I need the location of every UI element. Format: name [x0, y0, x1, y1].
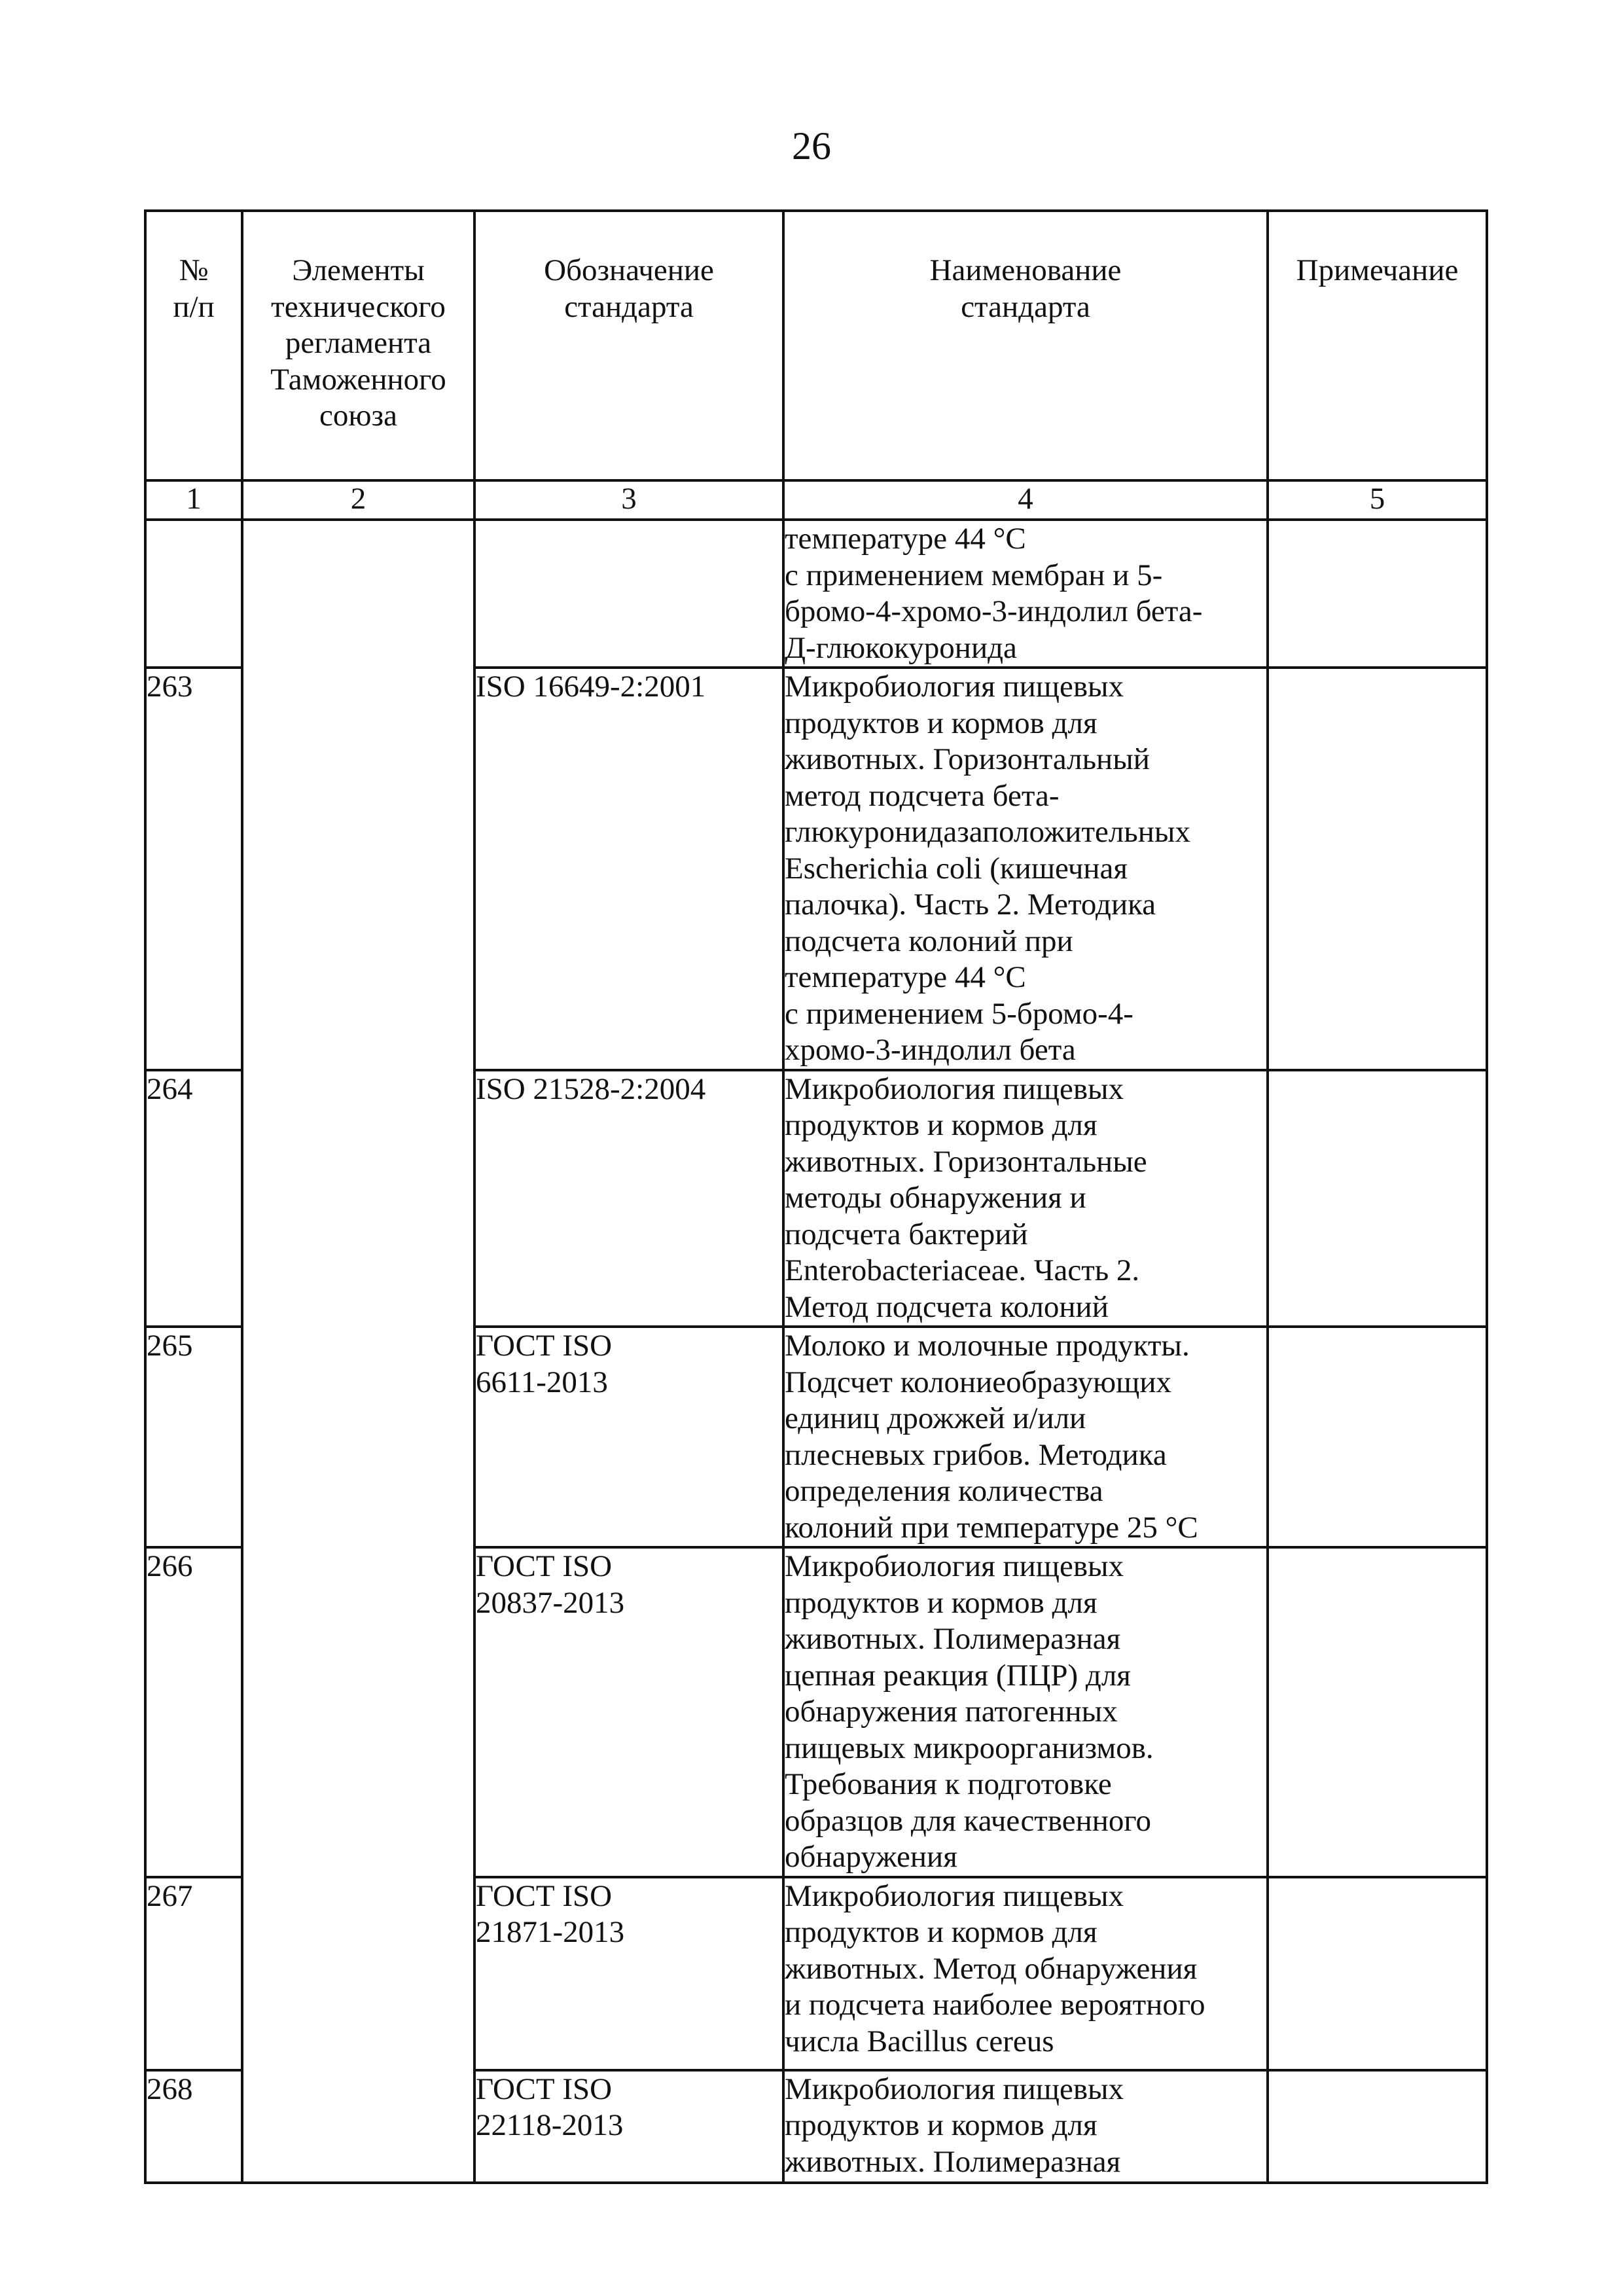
header-name: Наименование стандарта [783, 211, 1268, 480]
note-cell [1268, 1877, 1487, 2070]
standards-table [144, 209, 1488, 2184]
note-cell [1268, 1327, 1487, 1547]
row-number: 266 [145, 1547, 242, 1877]
standard-name: Микробиология пищевых продуктов и кормов для животных. Метод обнаружения и подсчета наиболее вероятного числа Bacillus cereus [783, 1877, 1268, 2070]
row-number: 267 [145, 1877, 242, 2070]
header-designation: Обозначение стандарта [474, 211, 783, 480]
header-note: Примечание [1268, 211, 1487, 480]
note-cell [1268, 1070, 1487, 1327]
standard-designation: ISO 16649-2:2001 [474, 668, 783, 1070]
row-number: 268 [145, 2070, 242, 2183]
row-number: 265 [145, 1327, 242, 1547]
note-cell [1268, 1547, 1487, 1877]
standard-name: Микробиология пищевых продуктов и кормов для животных. Горизонтальный метод подсчета бета- глюкуронидазаположительных Escherichia coli (кишечная палочка). Часть 2. Методика подсчета колоний при температуре 44 °С с применением 5-бромо-4- хромо-3-индолил бета [783, 668, 1268, 1070]
standard-name: Микробиология пищевых продуктов и кормов для животных. Полимеразная цепная реакция (ПЦР) для обнаружения патогенных пищевых микроорганизмов. Требования к подготовке образцов для качественного обнаружения [783, 1547, 1268, 1877]
row-number: 263 [145, 668, 242, 1070]
elements-cell [242, 520, 474, 2183]
column-number: 5 [1268, 480, 1487, 520]
column-number-row [145, 480, 1487, 520]
note-cell [1268, 2070, 1487, 2183]
standard-designation: ГОСТ ISO 20837-2013 [474, 1547, 783, 1877]
note-cell [1268, 668, 1487, 1070]
note-cell [1268, 520, 1487, 668]
standard-designation: ГОСТ ISO 22118-2013 [474, 2070, 783, 2183]
standard-designation: ISO 21528-2:2004 [474, 1070, 783, 1327]
column-number: 4 [783, 480, 1268, 520]
column-number: 2 [242, 480, 474, 520]
standard-name: Микробиология пищевых продуктов и кормов для животных. Полимеразная [783, 2070, 1268, 2183]
column-number: 1 [145, 480, 242, 520]
row-number: 264 [145, 1070, 242, 1327]
table-header-row [145, 211, 1487, 480]
standard-name: Микробиология пищевых продуктов и кормов для животных. Горизонтальные методы обнаружения и подсчета бактерий Enterobacteriaceae. Часть 2. Метод подсчета колоний [783, 1070, 1268, 1327]
standard-name: температуре 44 °С с применением мембран и 5- бромо-4-хромо-3-индолил бета- Д-глюкокуронида [783, 520, 1268, 668]
header-elements: Элементы технического регламента Таможенного союза [242, 211, 474, 480]
table-row [145, 520, 1487, 668]
row-number [145, 520, 242, 668]
standard-designation [474, 520, 783, 668]
standard-designation: ГОСТ ISO 6611-2013 [474, 1327, 783, 1547]
standard-name: Молоко и молочные продукты. Подсчет колониеобразующих единиц дрожжей и/или плесневых грибов. Методика определения количества колоний при температуре 25 °С [783, 1327, 1268, 1547]
page-number: 26 [792, 124, 831, 168]
header-number: № п/п [145, 211, 242, 480]
column-number: 3 [474, 480, 783, 520]
standard-designation: ГОСТ ISO 21871-2013 [474, 1877, 783, 2070]
